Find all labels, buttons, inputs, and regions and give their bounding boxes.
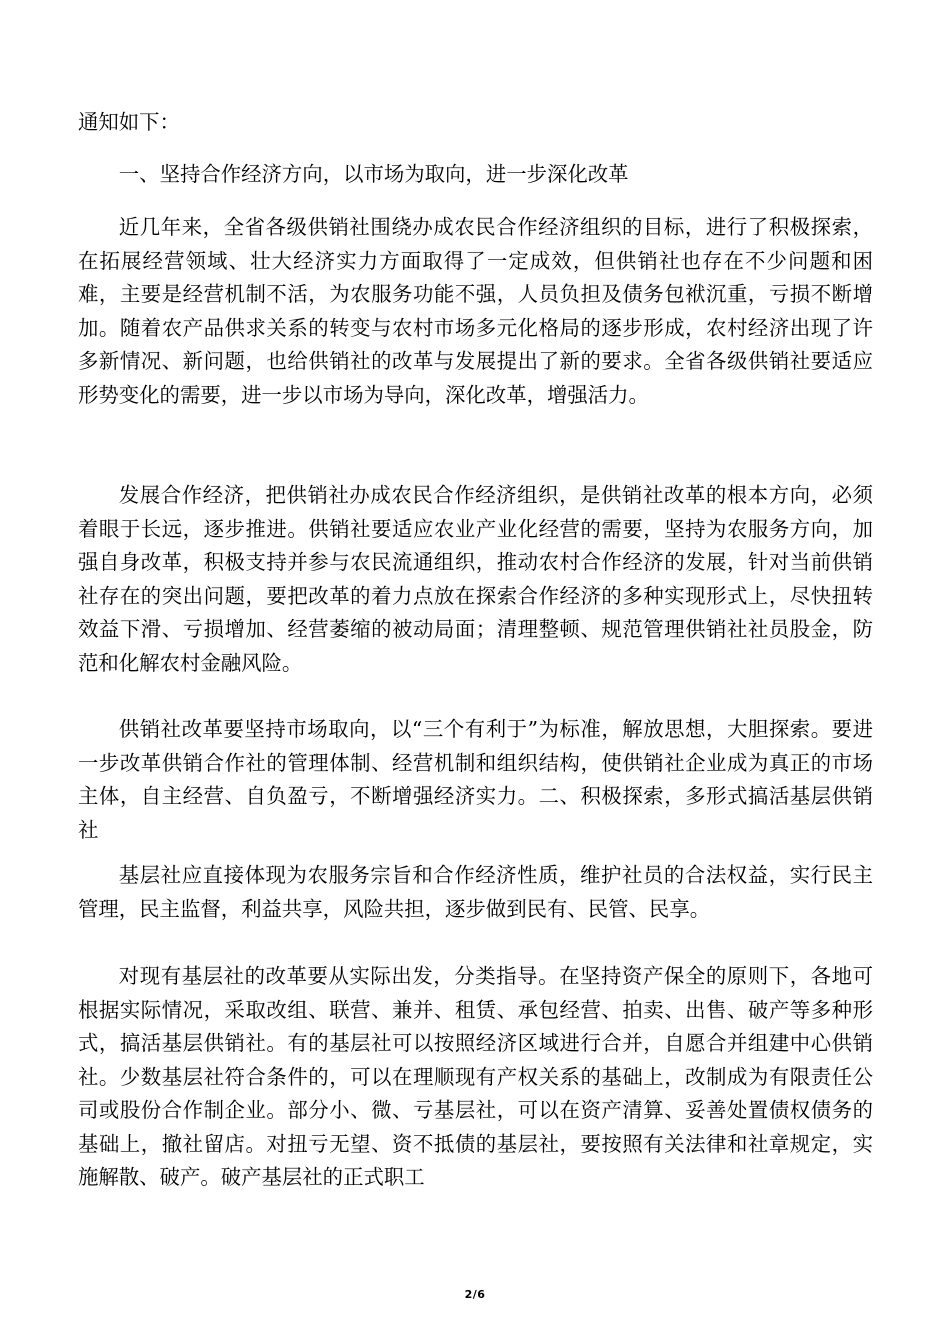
paragraph-body-1: 近几年来，全省各级供销社围绕办成农民合作经济组织的目标，进行了积极探索，在拓展经营领域、壮大经济实力方面取得了一定成效，但供销社也存在不少问题和困难，主要是经营机制不活，为农服务功能不强，人员负担及债务包袱沉重，亏损不断增加。随着农产品供求关系的转变与农村市场多元化格局的逐步形成，农村经济出现了许多新情况、新问题，也给供销社的改革与发展提出了新的要求。全省各级供销社要适应形势变化的需要，进一步以市场为导向，深化改革，增强活力。 — [78, 215, 873, 407]
paragraph-body-2: 发展合作经济，把供销社办成农民合作经济组织，是供销社改革的根本方向，必须着眼于长远，逐步推进。供销社要适应农业产业化经营的需要，坚持为农服务方向，加强自身改革，积极支持并参与农民流通组织，推动农村合作经济的发展，针对当前供销社存在的突出问题，要把改革的着力点放在探索合作经济的多种实现形式上，尽快扭转效益下滑、亏损增加、经营萎缩的被动局面；清理整顿、规范管理供销社社员股金，防范和化解农村金融风险。 — [78, 483, 873, 675]
page-number: 2/6 — [464, 1288, 486, 1301]
paragraph-body-4: 基层社应直接体现为农服务宗旨和合作经济性质，维护社员的合法权益，实行民主管理，民主监督，利益共享，风险共担，逐步做到民有、民管、民享。 — [78, 863, 873, 921]
paragraph-body-5: 对现有基层社的改革要从实际出发，分类指导。在坚持资产保全的原则下，各地可根据实际情况，采取改组、联营、兼并、租赁、承包经营、拍卖、出售、破产等多种形式，搞活基层供销社。有的基层社可以按照经济区域进行合并，自愿合并组建中心供销社。少数基层社符合条件的，可以在理顺现有产权关系的基础上，改制成为有限责任公司或股份合作制企业。部分小、微、亏基层社，可以在资产清算、妥善处置债权债务的基础上，撤社留店。对扭亏无望、资不抵债的基层社，要按照有关法律和社章规定，实施解散、破产。破产基层社的正式职工 — [78, 964, 873, 1189]
paragraph-section-heading-1: 一、坚持合作经济方向，以市场为取向，进一步深化改革 — [118, 162, 629, 186]
paragraph-notice-intro: 通知如下： — [78, 110, 180, 134]
paragraph-body-3: 供销社改革要坚持市场取向，以“三个有利于”为标准，解放思想，大胆探索。要进一步改革供销合作社的管理体制、经营机制和组织结构，使供销社企业成为真正的市场主体，自主经营、自负盈亏，不断增强经济实力。二、积极探索，多形式搞活基层供销社 — [78, 717, 873, 842]
